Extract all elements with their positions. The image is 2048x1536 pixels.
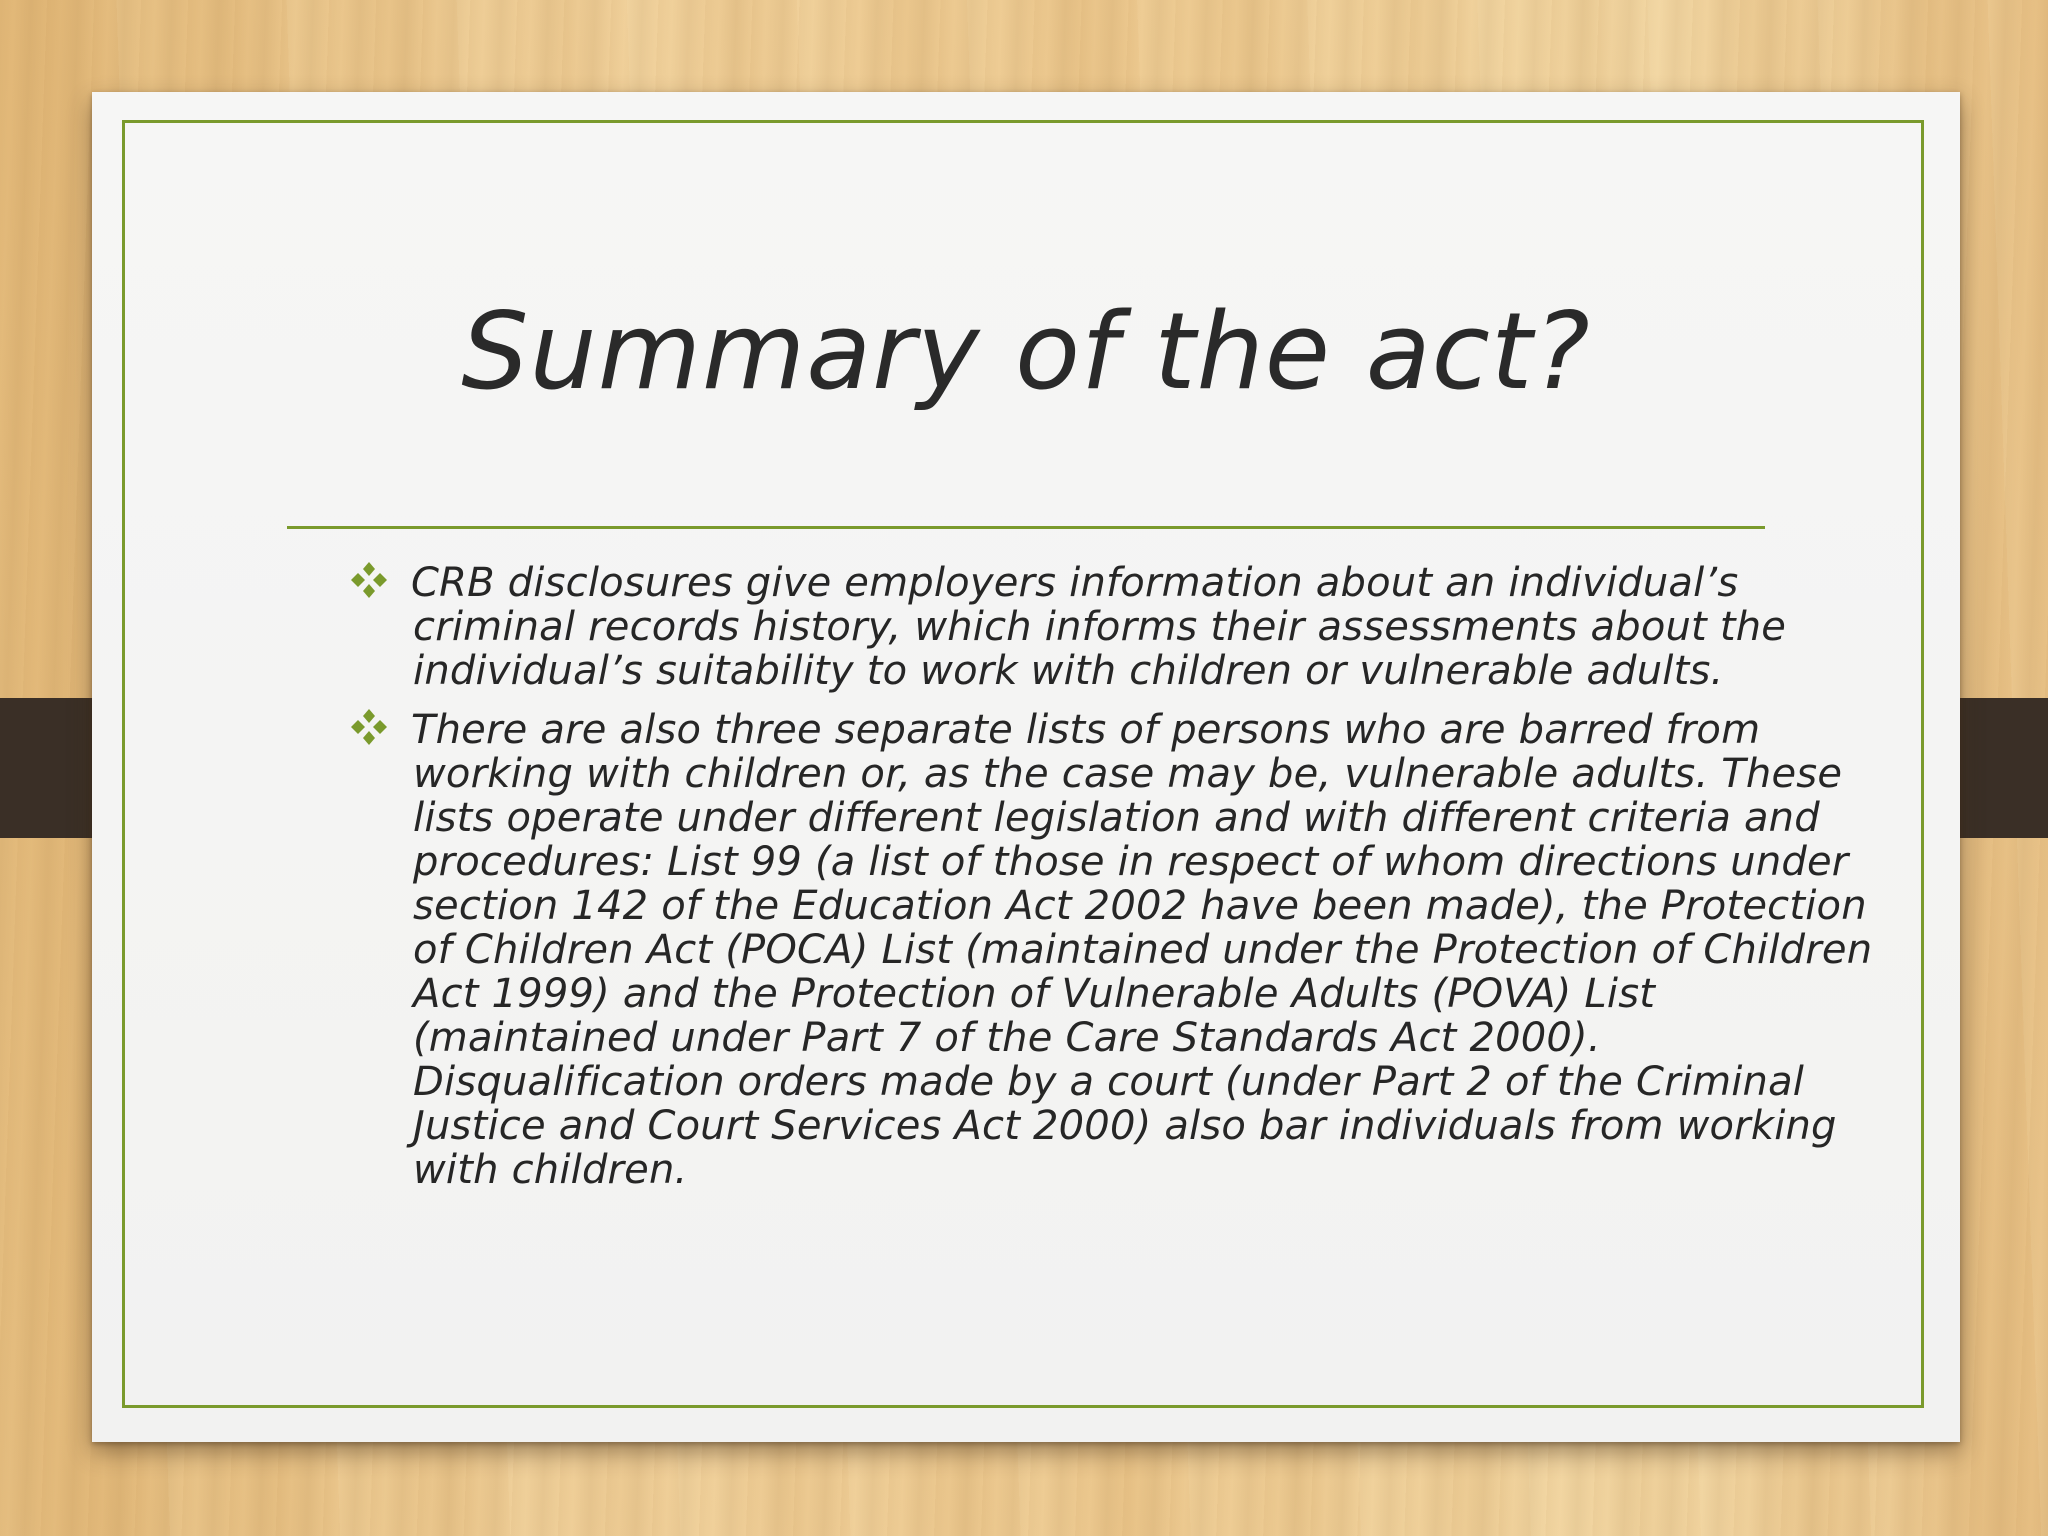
bullet-item	[287, 707, 1887, 1192]
title-divider	[287, 526, 1765, 529]
diamond-cluster-icon	[349, 707, 389, 747]
slide-title: Summary of the act?	[461, 290, 1591, 413]
bullet-text: There are also three separate lists of persons who are barred from working with children or, as the case may be, vulnerable adults. These lists operate under different legislation and with different criteria and procedures: List 99 (a list of those in respect of whom directions under section 142 of the Education Act 2002 have been made), the Protection of Children Act (POCA) List (maintained under the Protection of Children Act 1999) and the Protection of Vulnerable Adults (POVA) List (maintained under Part 7 of the Care Standards Act 2000). Disqualification orders made by a court (under Part 2 of the Criminal Justice and Court Services Act 2000) also bar individuals from working with children.	[411, 707, 1873, 1193]
bullet-text: CRB disclosures give employers information about an individual’s criminal records history, which informs their assessments about the individual’s suitability to work with children or vulnerable adults.	[411, 560, 1787, 694]
bullet-list	[287, 560, 1887, 1206]
bullet-item	[287, 560, 1887, 693]
diamond-cluster-icon	[349, 560, 389, 600]
slide-card	[92, 92, 1960, 1442]
